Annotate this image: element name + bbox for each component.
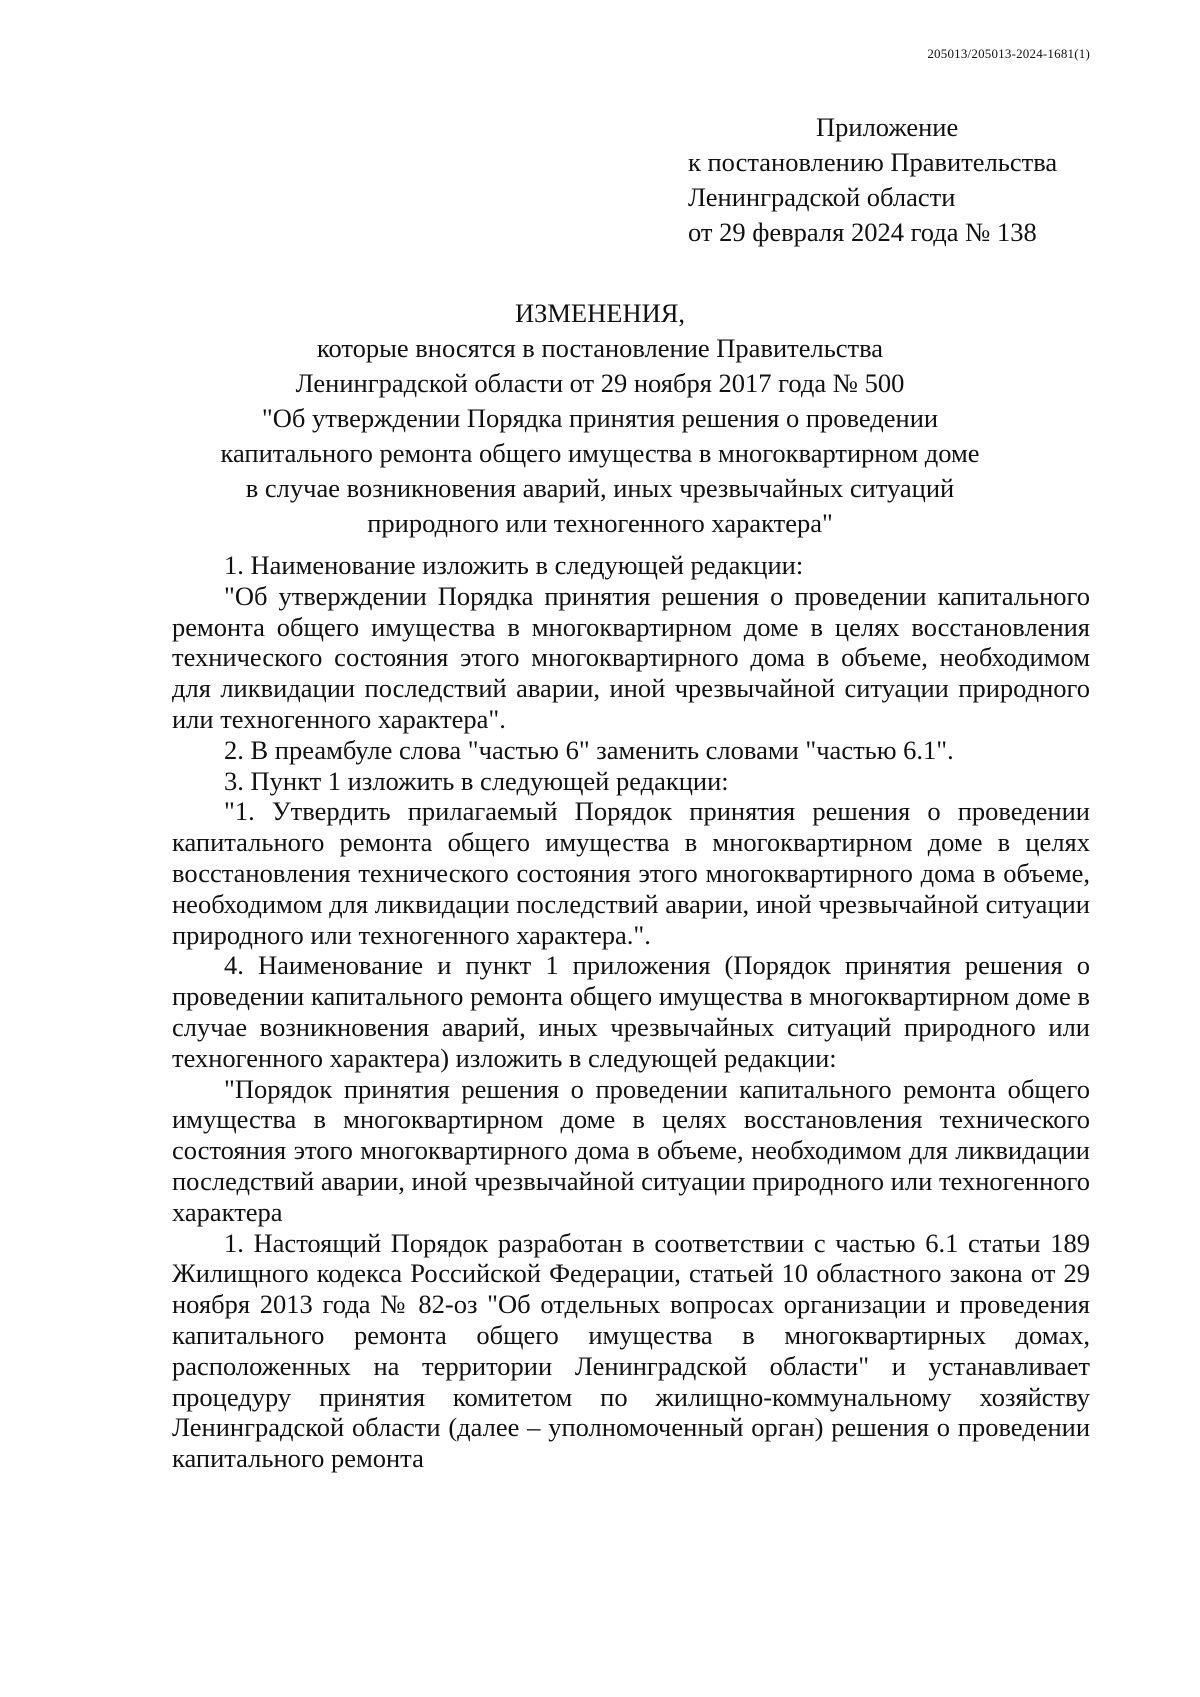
heading-line: "Об утверждении Порядка принятия решения о проведении [261, 403, 939, 433]
appendix-line: от 29 февраля 2024 года № 138 [688, 217, 1037, 247]
document-id: 205013/205013-2024-1681(1) [927, 46, 1090, 61]
heading-line: Ленинградской области от 29 ноября 2017 года № 500 [295, 368, 905, 398]
document-heading [150, 296, 1050, 541]
heading-title: ИЗМЕНЕНИЯ, [514, 298, 686, 328]
paragraph: "Порядок принятия решения о проведении капитального ремонта общего имущества в многоквартирном доме в целях восстановления технического состояния этого многоквартирного дома в объеме, необходимом для ликвидации последствий аварии, иной чрезвычайной ситуации природного или техногенного характера [172, 1073, 1090, 1227]
paragraph: 1. Настоящий Порядок разработан в соответствии с частью 6.1 статьи 189 Жилищного кодекса Российской Федерации, статьей 10 областного закона от 29 ноября 2013 года № 82-оз "Об отдельных вопросах организации и проведения капитального ремонта общего имущества в многоквартирных домах, расположенных на территории Ленинградской области" и устанавливает процедуру принятия комитетом по жилищно-коммунальному хозяйству Ленинградской области (далее – уполномоченный орган) решения о проведении капитального ремонта [172, 1227, 1090, 1474]
paragraph: 3. Пункт 1 изложить в следующей редакции: [224, 765, 729, 796]
paragraph: 2. В преамбуле слова "частью 6" заменить словами "частью 6.1". [224, 734, 954, 765]
document-body [172, 550, 1090, 1474]
heading-line: которые вносятся в постановление Правительства [316, 333, 884, 363]
appendix-block [688, 110, 1057, 250]
paragraph: 1. Наименование изложить в следующей редакции: [224, 550, 804, 580]
paragraph: 4. Наименование и пункт 1 приложения (Порядок принятия решения о проведении капитального ремонта общего имущества в многоквартирном доме в случае возникновения аварий, иных чрезвычайных ситуаций природного или техногенного характера) изложить в следующей редакции: [172, 950, 1090, 1073]
appendix-line: Приложение [816, 112, 959, 142]
heading-line: природного или техногенного характера" [367, 508, 833, 538]
appendix-line: Ленинградской области [688, 182, 956, 212]
appendix-line: к постановлению Правительства [688, 147, 1058, 177]
heading-line: капитального ремонта общего имущества в многоквартирном доме [220, 438, 980, 468]
paragraph: "1. Утвердить прилагаемый Порядок принятия решения о проведении капитального ремонта общего имущества в многоквартирном доме в целях восстановления технического состояния этого многоквартирного дома в объеме, необходимом для ликвидации последствий аварии, иной чрезвычайной ситуации природного или техногенного характера.". [172, 796, 1090, 950]
heading-line: в случае возникновения аварий, иных чрезвычайных ситуаций [245, 473, 955, 503]
paragraph: "Об утверждении Порядка принятия решения о проведении капитального ремонта общего имущества в многоквартирном доме в целях восстановления технического состояния этого многоквартирного дома в объеме, необходимом для ликвидации последствий аварии, иной чрезвычайной ситуации природного или техногенного характера". [172, 580, 1090, 734]
